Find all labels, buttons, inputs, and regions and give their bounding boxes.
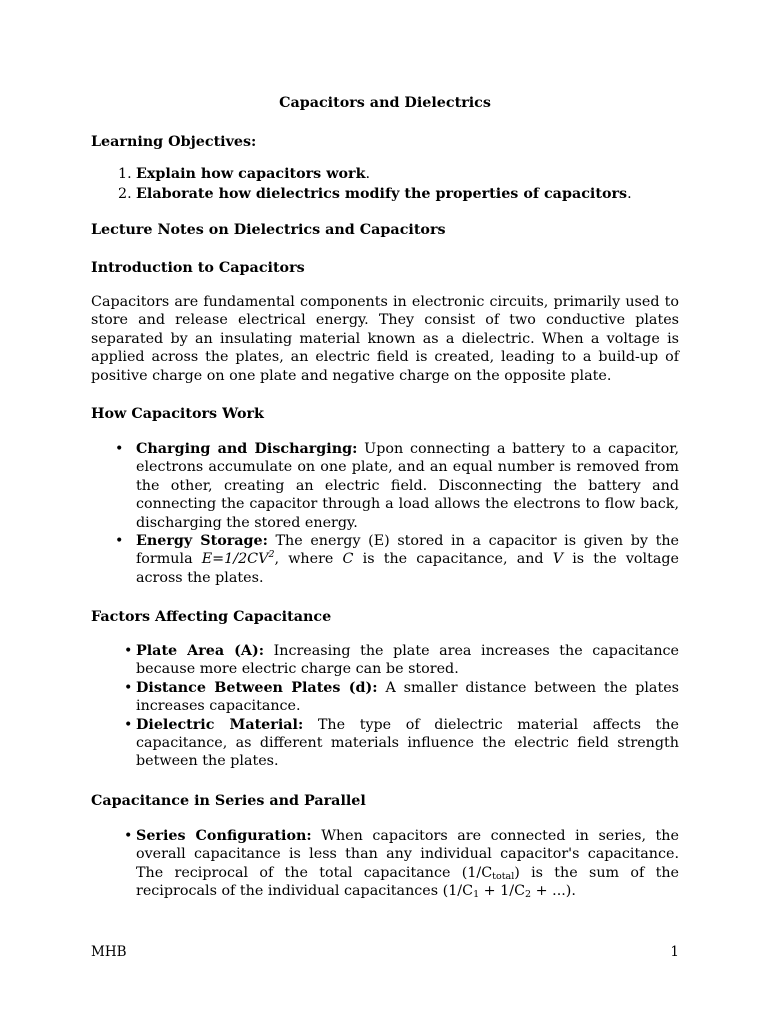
item-label: Charging and Discharging: (136, 441, 358, 457)
item-text: When capacitors are connected in series, the overall capacitance is less than any individual capacitor's capacitance. The reciprocal of the total capacitance (1/C (136, 828, 679, 881)
objective-number: 2. (118, 185, 132, 202)
item-text: Increasing the plate area increases the capacitance because more electric charge can be stored. (136, 643, 680, 678)
symbol-c: C (342, 551, 354, 568)
item-text: A smaller distance between the plates increases capacitance. (136, 679, 679, 715)
item-text: is the voltage across the plates. (136, 551, 679, 586)
item-label: Distance Between Plates (d): (136, 679, 378, 696)
factors-heading: Factors Affecting Capacitance (91, 609, 332, 625)
item-text: , where (274, 551, 343, 568)
energy-formula: E=1/2CV (201, 551, 269, 568)
objective-tail: . (365, 166, 371, 182)
objective-text: Elaborate how dielectrics modify the properties of capacitors (136, 185, 628, 202)
page-number: 1 (670, 944, 679, 960)
factors-list (91, 642, 679, 771)
document-page (91, 0, 679, 1024)
lecture-notes-heading: Lecture Notes on Dielectrics and Capacitors (91, 222, 446, 238)
item-text: Upon connecting a battery to a capacitor, electrons accumulate on one plate, and an equal number is removed from the other, creating an electric field. Disconnecting the battery and connecting the capacitor through a load allows the electrons to flow back, discharging the stored energy. (136, 441, 680, 531)
objectives-list (91, 165, 679, 204)
series-parallel-list (91, 827, 679, 901)
symbol-v: V (552, 551, 564, 568)
objective-number: 1. (118, 166, 132, 182)
item-text: The energy (E) stored in a capacitor is given by the formula (136, 533, 679, 568)
item-label: Series Configuration: (136, 828, 312, 844)
item-label: Dielectric Material: (136, 716, 304, 733)
document-title: Capacitors and Dielectrics (279, 95, 491, 111)
subscript-2: 2 (525, 889, 532, 901)
bullet-icon: • (115, 533, 124, 550)
learning-objectives-heading: Learning Objectives: (91, 134, 257, 150)
item-text: is the capacitance, and (353, 551, 553, 568)
series-parallel-heading: Capacitance in Series and Parallel (91, 793, 366, 809)
bullet-icon: • (124, 679, 133, 696)
list-item-charging (91, 440, 679, 532)
list-item-energy (91, 532, 679, 587)
subscript-total: total (492, 870, 515, 882)
subscript-1: 1 (473, 889, 480, 901)
list-item-dielectric (91, 716, 679, 771)
item-label: Energy Storage: (136, 533, 268, 550)
objective-item (91, 165, 679, 185)
bullet-icon: • (115, 441, 124, 457)
intro-paragraph: Capacitors are fundamental components in electronic circuits, primarily used to store and release electrical energy. They consist of two conductive plates separated by an insulating material known as a dielectric. When a voltage is applied across the plates, an electric field is created, leading to a build-up of positive charge on one plate and negative charge on the opposite plate. (91, 294, 679, 384)
how-capacitors-work-list (91, 440, 679, 587)
item-text: + ...). (531, 883, 576, 900)
how-capacitors-work-heading: How Capacitors Work (91, 406, 264, 422)
list-item-series (91, 827, 679, 901)
item-text: ) is the sum of the reciprocals of the individual capacitances (1/C (136, 864, 679, 900)
bullet-icon: • (124, 828, 133, 844)
objective-tail: . (627, 185, 632, 202)
list-item-plate-area (91, 642, 679, 679)
item-text: + 1/C (479, 883, 526, 900)
bullet-icon: • (124, 643, 133, 659)
footer-author: MHB (91, 944, 127, 960)
item-label: Plate Area (A): (136, 643, 265, 659)
formula-exponent: 2 (268, 549, 275, 561)
list-item-distance (91, 679, 679, 716)
bullet-icon: • (124, 716, 133, 733)
objective-item (91, 185, 679, 205)
objective-text: Explain how capacitors work (136, 166, 366, 182)
item-text: The type of dielectric material affects the capacitance, as different materials influence the electric field strength between the plates. (136, 716, 680, 770)
intro-heading: Introduction to Capacitors (91, 260, 305, 276)
